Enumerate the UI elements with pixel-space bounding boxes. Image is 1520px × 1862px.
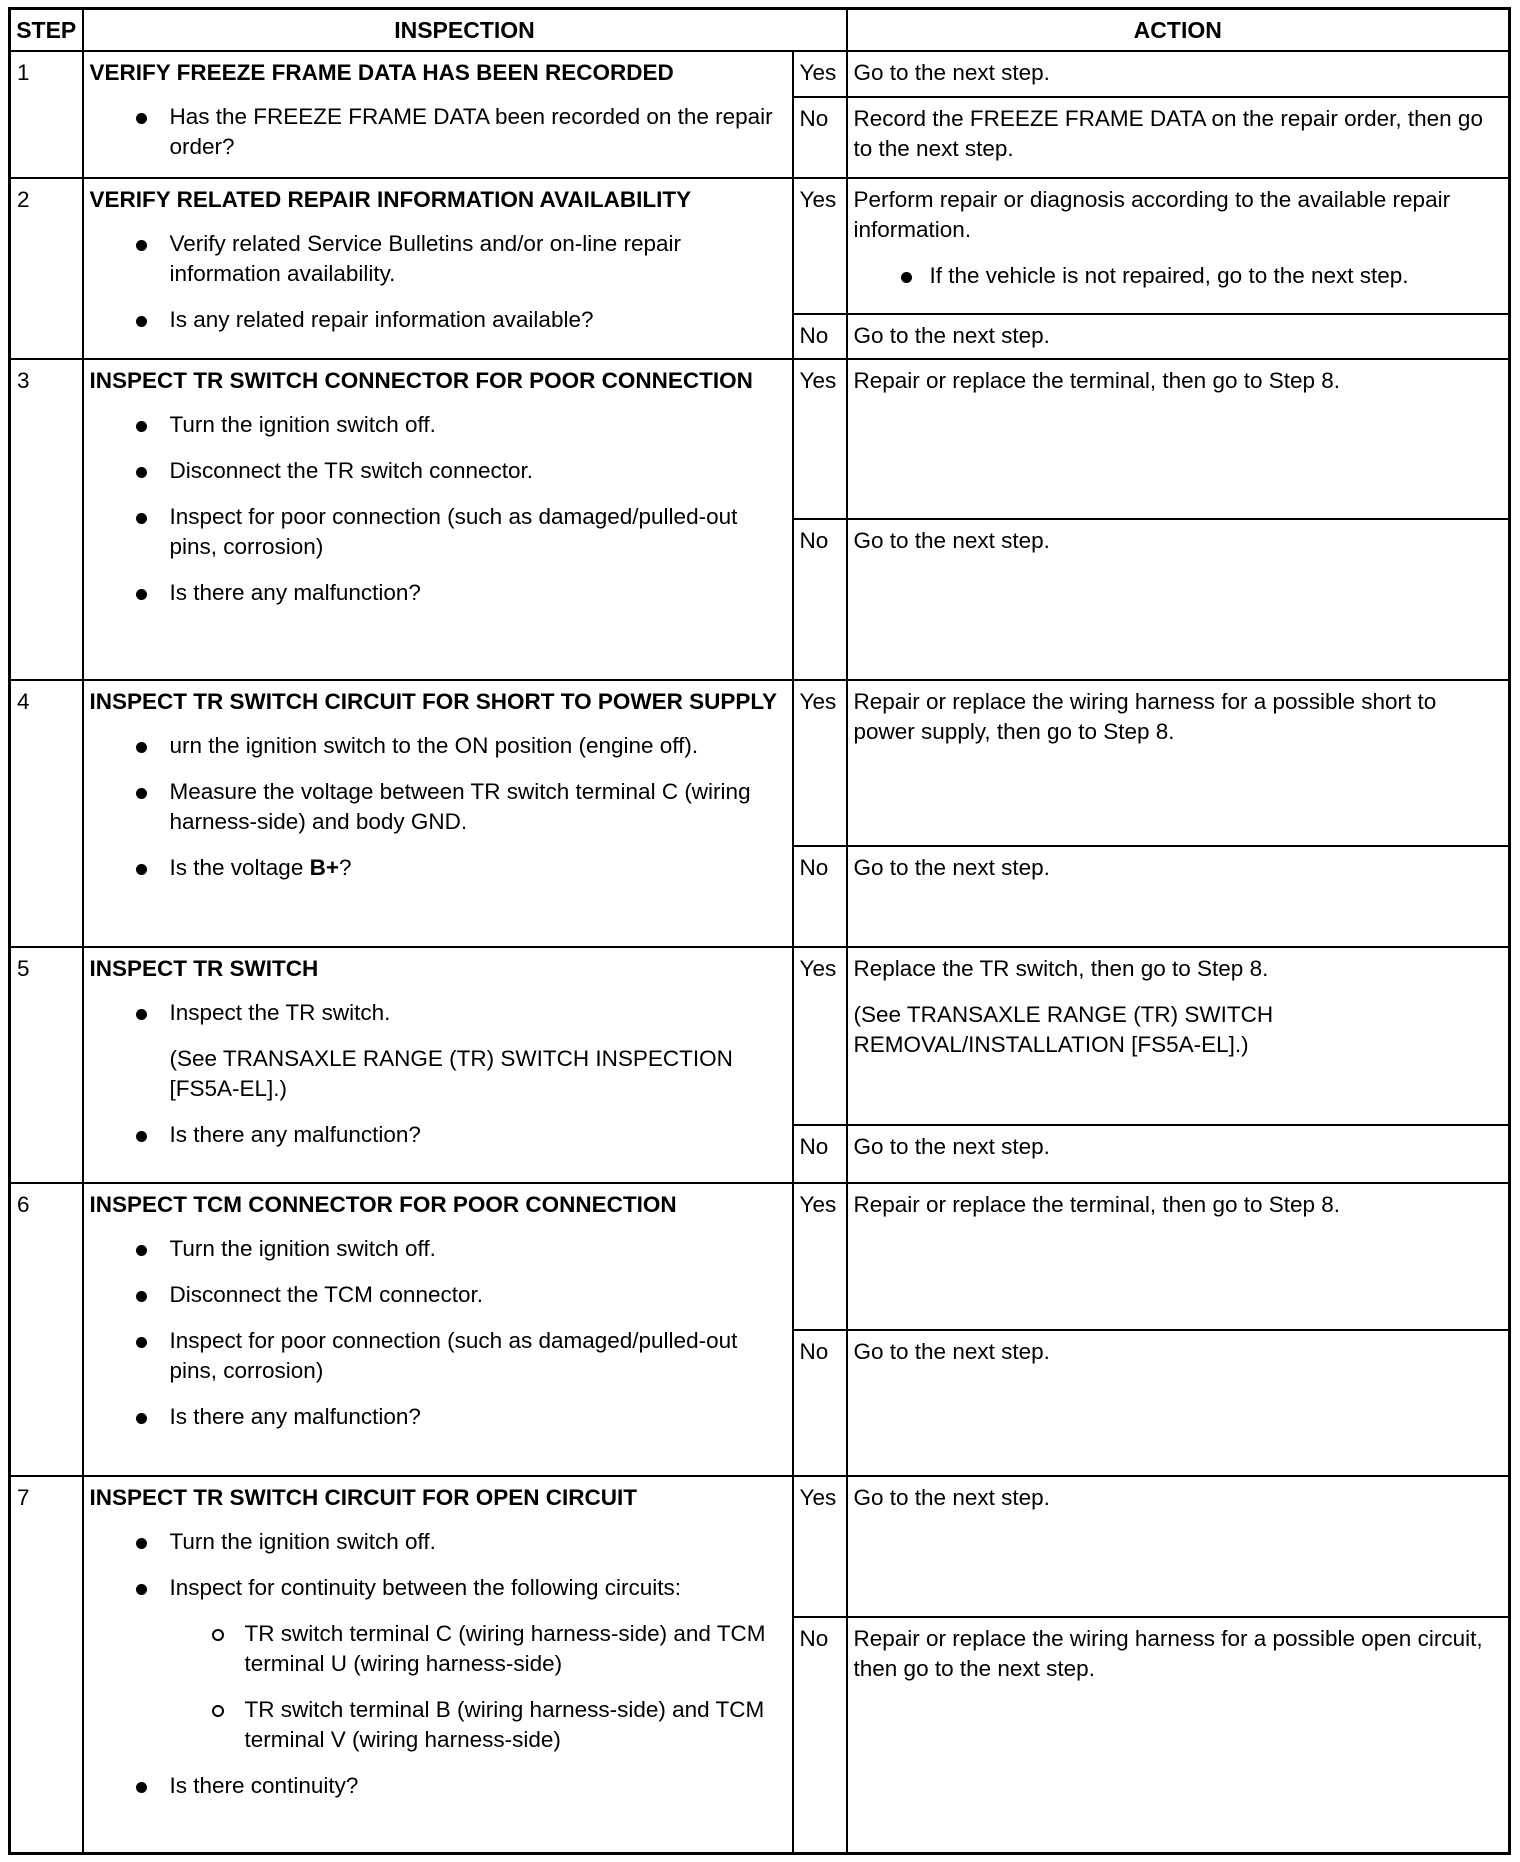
step-inspection: [83, 51, 793, 178]
no-label: No: [793, 1125, 847, 1183]
reference-note: (See TRANSAXLE RANGE (TR) SWITCH REMOVAL/INSTALLATION [FS5A-EL].): [853, 1001, 1274, 1057]
yes-action: Go to the next step.: [847, 1476, 1510, 1617]
step-number: 4: [10, 680, 83, 947]
yes-action: Repair or replace the wiring harness for a possible short to power supply, then go to Step 8.: [847, 680, 1510, 846]
step-inspection: [83, 680, 793, 947]
inspection-bullet: Is there any malfunction?: [90, 1120, 786, 1150]
yes-action: Repair or replace the terminal, then go to Step 8.: [847, 359, 1510, 519]
step-inspection: [83, 1476, 793, 1854]
inspection-bullet: Has the FREEZE FRAME DATA been recorded on the repair order?: [90, 102, 786, 162]
yes-label: Yes: [793, 359, 847, 519]
no-label: No: [793, 519, 847, 680]
no-action: Go to the next step.: [847, 1330, 1510, 1476]
step-number: 7: [10, 1476, 83, 1854]
table-header-row: [10, 9, 1510, 51]
step-number: 6: [10, 1183, 83, 1476]
step-inspection: [83, 359, 793, 680]
yes-label: Yes: [793, 680, 847, 846]
step-number: 3: [10, 359, 83, 680]
inspection-bullet: Is any related repair information available?: [90, 305, 786, 335]
inspection-bullet: urn the ignition switch to the ON position (engine off).: [90, 731, 786, 761]
header-action: ACTION: [847, 9, 1510, 51]
step-number: 1: [10, 51, 83, 178]
step-title: VERIFY FREEZE FRAME DATA HAS BEEN RECORDED: [89, 59, 674, 85]
step-title: INSPECT TR SWITCH CIRCUIT FOR SHORT TO POWER SUPPLY: [89, 688, 778, 714]
inspection-bullet: Is there any malfunction?: [90, 578, 786, 608]
step-inspection: [83, 947, 793, 1183]
inspection-bullet: Disconnect the TCM connector.: [90, 1280, 786, 1310]
inspection-bullet: Inspect for continuity between the following circuits:: [90, 1573, 786, 1603]
inspection-bullet: Turn the ignition switch off.: [90, 1234, 786, 1264]
no-label: No: [793, 314, 847, 359]
step-3-yes-row: [10, 359, 1510, 519]
inspection-bullet: Inspect for poor connection (such as damaged/pulled-out pins, corrosion): [90, 502, 786, 562]
step-6-yes-row: [10, 1183, 1510, 1330]
inspection-sub-bullet: TR switch terminal B (wiring harness-side) and TCM terminal V (wiring harness-side): [90, 1695, 786, 1755]
step-1-yes-row: [10, 51, 1510, 97]
no-action: Record the FREEZE FRAME DATA on the repair order, then go to the next step.: [847, 97, 1510, 178]
inspection-bullet: Inspect the TR switch.: [90, 998, 786, 1028]
step-title: VERIFY RELATED REPAIR INFORMATION AVAILABILITY: [89, 186, 692, 212]
step-5-yes-row: [10, 947, 1510, 1125]
inspection-bullet: Is the voltage B+?: [90, 853, 786, 883]
no-action: Repair or replace the wiring harness for a possible open circuit, then go to the next step.: [847, 1617, 1510, 1854]
yes-label: Yes: [793, 1476, 847, 1617]
inspection-bullet: Measure the voltage between TR switch terminal C (wiring harness-side) and body GND.: [90, 777, 786, 837]
yes-action: Perform repair or diagnosis according to the available repair information. If the vehicle is not repaired, go to the next step.: [847, 178, 1510, 314]
no-action: Go to the next step.: [847, 519, 1510, 680]
step-4-yes-row: [10, 680, 1510, 846]
inspection-bullet: Turn the ignition switch off.: [90, 1527, 786, 1557]
step-title: INSPECT TR SWITCH CIRCUIT FOR OPEN CIRCUIT: [89, 1484, 637, 1510]
step-number: 2: [10, 178, 83, 359]
yes-label: Yes: [793, 1183, 847, 1330]
yes-label: Yes: [793, 51, 847, 97]
inspection-bullet: Is there continuity?: [90, 1771, 786, 1801]
yes-label: Yes: [793, 947, 847, 1125]
yes-label: Yes: [793, 178, 847, 314]
step-2-yes-row: [10, 178, 1510, 314]
step-7-yes-row: [10, 1476, 1510, 1617]
step-inspection: [83, 178, 793, 359]
header-step: STEP: [10, 9, 83, 51]
inspection-bullet: Is there any malfunction?: [90, 1402, 786, 1432]
reference-note: (See TRANSAXLE RANGE (TR) SWITCH INSPECTION [FS5A-EL].): [169, 1045, 733, 1101]
inspection-bullet: Inspect for poor connection (such as damaged/pulled-out pins, corrosion): [90, 1326, 786, 1386]
diagnostic-procedure-table: [8, 7, 1511, 1855]
yes-action: Repair or replace the terminal, then go to Step 8.: [847, 1183, 1510, 1330]
inspection-bullet: Verify related Service Bulletins and/or on-line repair information availability.: [90, 229, 786, 289]
inspection-bullet: Turn the ignition switch off.: [90, 410, 786, 440]
yes-action: Go to the next step.: [847, 51, 1510, 97]
step-title: INSPECT TR SWITCH CONNECTOR FOR POOR CONNECTION: [89, 367, 753, 393]
step-title: INSPECT TCM CONNECTOR FOR POOR CONNECTION: [89, 1191, 677, 1217]
step-inspection: [83, 1183, 793, 1476]
inspection-bullet: Disconnect the TR switch connector.: [90, 456, 786, 486]
no-action: Go to the next step.: [847, 1125, 1510, 1183]
no-label: No: [793, 1330, 847, 1476]
no-action: Go to the next step.: [847, 846, 1510, 947]
no-label: No: [793, 97, 847, 178]
step-number: 5: [10, 947, 83, 1183]
no-label: No: [793, 846, 847, 947]
no-action: Go to the next step.: [847, 314, 1510, 359]
step-title: INSPECT TR SWITCH: [89, 955, 319, 981]
header-inspection: INSPECTION: [83, 9, 847, 51]
no-label: No: [793, 1617, 847, 1854]
inspection-sub-bullet: TR switch terminal C (wiring harness-side) and TCM terminal U (wiring harness-side): [90, 1619, 786, 1679]
yes-action: Replace the TR switch, then go to Step 8. (See TRANSAXLE RANGE (TR) SWITCH REMOVAL/INSTALLATION [FS5A-EL].): [847, 947, 1510, 1125]
action-bullet: If the vehicle is not repaired, go to the next step.: [854, 261, 1503, 291]
